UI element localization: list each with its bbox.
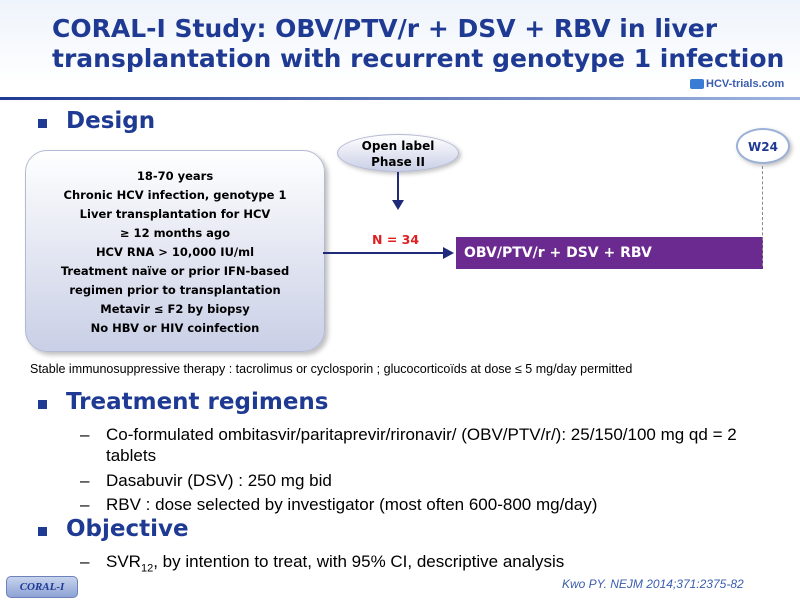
criteria-line: HCV RNA > 10,000 IU/ml bbox=[95, 245, 255, 259]
objective-heading: Objective bbox=[66, 516, 189, 542]
title-divider bbox=[0, 97, 800, 100]
slide-title bbox=[52, 14, 792, 74]
inclusion-criteria-list bbox=[26, 167, 324, 338]
criteria-line: Liver transplantation for HCV bbox=[79, 207, 271, 221]
enrollment-connector-line bbox=[323, 252, 445, 254]
phase-line-1: Open label bbox=[361, 139, 435, 153]
treatment-item-text: RBV : dose selected by investigator (most often 600-800 mg/day) bbox=[106, 495, 598, 514]
svr-label: SVR bbox=[106, 552, 141, 571]
criteria-line: ≥ 12 months ago bbox=[119, 226, 231, 240]
dash-bullet-icon: – bbox=[80, 425, 90, 444]
site-logo bbox=[690, 78, 784, 90]
criteria-line: Chronic HCV infection, genotype 1 bbox=[63, 188, 287, 202]
criteria-line: No HBV or HIV coinfection bbox=[90, 321, 260, 335]
bullet-square-icon bbox=[38, 119, 47, 128]
design-heading: Design bbox=[66, 108, 156, 134]
right-arrow-icon bbox=[443, 247, 454, 259]
logo-mark-icon bbox=[690, 79, 704, 89]
criteria-line: regimen prior to transplantation bbox=[69, 283, 281, 297]
bullet-square-icon bbox=[38, 400, 47, 409]
study-phase-badge bbox=[337, 134, 459, 172]
svr-subscript: 12 bbox=[140, 562, 154, 575]
down-arrow-icon bbox=[392, 200, 404, 210]
objective-item-text bbox=[106, 551, 766, 579]
logo-text: HCV-trials.com bbox=[706, 78, 785, 90]
citation: Kwo PY. NEJM 2014;371:2375-82 bbox=[562, 577, 744, 591]
study-tag: CORAL-I bbox=[6, 576, 78, 598]
phase-connector-line bbox=[397, 172, 399, 202]
treatment-item-text: Co-formulated ombitasvir/paritaprevir/rironavir/ (OBV/PTV/r/): 25/150/100 mg qd = 2 tablets bbox=[106, 425, 737, 465]
treatment-heading: Treatment regimens bbox=[66, 389, 329, 415]
criteria-line: Metavir ≤ F2 by biopsy bbox=[100, 302, 250, 316]
week-24-marker: W24 bbox=[736, 128, 790, 164]
title-line-1: CORAL-I Study: OBV/PTV/r + DSV + RBV in liver bbox=[52, 14, 718, 43]
title-line-2: transplantation with recurrent genotype 1 infection bbox=[52, 44, 785, 73]
sample-size-label: N = 34 bbox=[372, 232, 420, 247]
criteria-line: Treatment naïve or prior IFN-based bbox=[60, 264, 290, 278]
dash-bullet-icon: – bbox=[80, 471, 90, 490]
criteria-line: 18-70 years bbox=[136, 169, 214, 183]
dash-bullet-icon: – bbox=[80, 495, 90, 514]
inclusion-criteria-box bbox=[25, 150, 325, 352]
immunosuppression-note: Stable immunosuppressive therapy : tacrolimus or cyclosporin ; glucocorticoïds at dose ≤ 5 mg/day permitted bbox=[30, 362, 633, 376]
week-24-dashed-line bbox=[762, 166, 763, 266]
objective-description: , by intention to treat, with 95% CI, descriptive analysis bbox=[153, 552, 565, 571]
treatment-item-text: Dasabuvir (DSV) : 250 mg bid bbox=[106, 471, 332, 490]
bullet-square-icon bbox=[38, 527, 47, 536]
dash-bullet-icon: – bbox=[80, 552, 90, 571]
regimen-arm-bar: OBV/PTV/r + DSV + RBV bbox=[456, 237, 763, 269]
phase-line-2: Phase II bbox=[371, 155, 425, 169]
